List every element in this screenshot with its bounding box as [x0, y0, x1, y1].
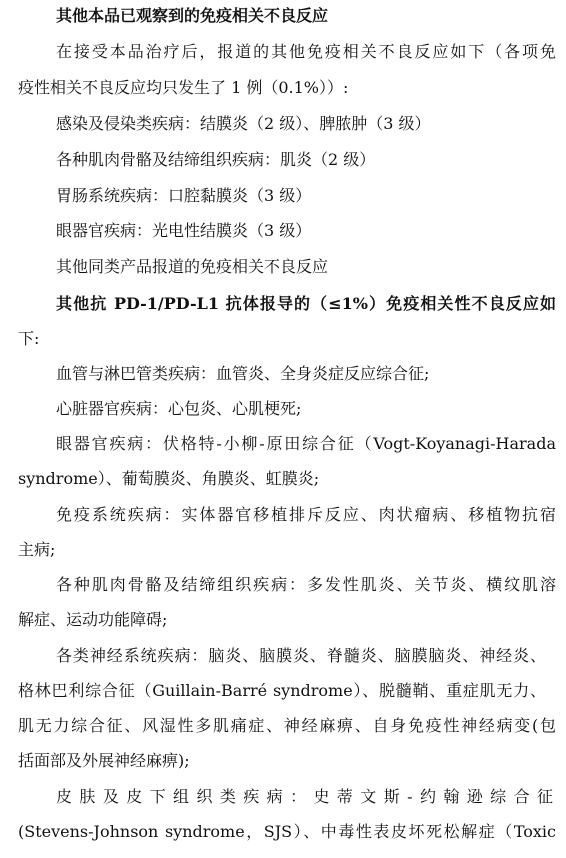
paragraph-line: 各种肌肉骨骼及结缔组织疾病：肌炎（2 级） — [56, 150, 376, 169]
section-heading: 其他抗 PD-1/PD-L1 抗体报导的（≤1%）免疫相关性不良反应如 — [56, 294, 556, 313]
paragraph-line: 在接受本品治疗后，报道的其他免疫相关不良反应如下（各项免 — [56, 42, 556, 61]
subheading: 其他同类产品报道的免疫相关不良反应 — [56, 257, 329, 276]
paragraph-line: 格林巴利综合征（Guillain-Barré syndrome）、脱髓鞘、重症肌无力、 — [18, 681, 546, 700]
paragraph-line: 下: — [18, 329, 40, 348]
paragraph-line: 疫性相关不良反应均只发生了 1 例（0.1%））: — [18, 78, 349, 97]
paragraph-line: 眼器官疾病：光电性结膜炎（3 级） — [56, 221, 312, 240]
paragraph-line: 括面部及外展神经麻痹); — [18, 751, 190, 770]
paragraph-line: 解症、运动功能障碍; — [18, 610, 168, 629]
section-heading: 其他本品已观察到的免疫相关不良反应 — [56, 6, 329, 25]
paragraph-line: 皮肤及皮下组织类疾病：史蒂文斯-约翰逊综合征 — [56, 787, 556, 806]
paragraph-line: 心脏器官疾病：心包炎、心肌梗死; — [56, 399, 302, 418]
paragraph-line: 血管与淋巴管类疾病：血管炎、全身炎症反应综合征; — [56, 364, 430, 383]
paragraph-line: 胃肠系统疾病：口腔黏膜炎（3 级） — [56, 186, 312, 205]
paragraph-line: 肌无力综合征、风湿性多肌痛症、神经麻痹、自身免疫性神经病变(包 — [18, 716, 556, 735]
paragraph-line: 各类神经系统疾病：脑炎、脑膜炎、脊髓炎、脑膜脑炎、神经炎、 — [56, 646, 546, 665]
paragraph-line: 各种肌肉骨骼及结缔组织疾病：多发性肌炎、关节炎、横纹肌溶 — [56, 575, 556, 594]
paragraph-line: 眼器官疾病：伏格特-小柳-原田综合征（Vogt-Koyanagi-Harada — [56, 434, 556, 453]
paragraph-line: syndrome）、葡萄膜炎、角膜炎、虹膜炎; — [18, 469, 320, 488]
paragraph-line: (Stevens-Johnson syndrome，SJS）、中毒性表皮坏死松解症（Toxic — [18, 822, 556, 841]
paragraph-line: 免疫系统疾病：实体器官移植排斥反应、肉状瘤病、移植物抗宿 — [56, 505, 556, 524]
paragraph-line: 主病; — [18, 540, 56, 559]
paragraph-line: 感染及侵染类疾病：结膜炎（2 级）、脾脓肿（3 级） — [56, 114, 431, 133]
